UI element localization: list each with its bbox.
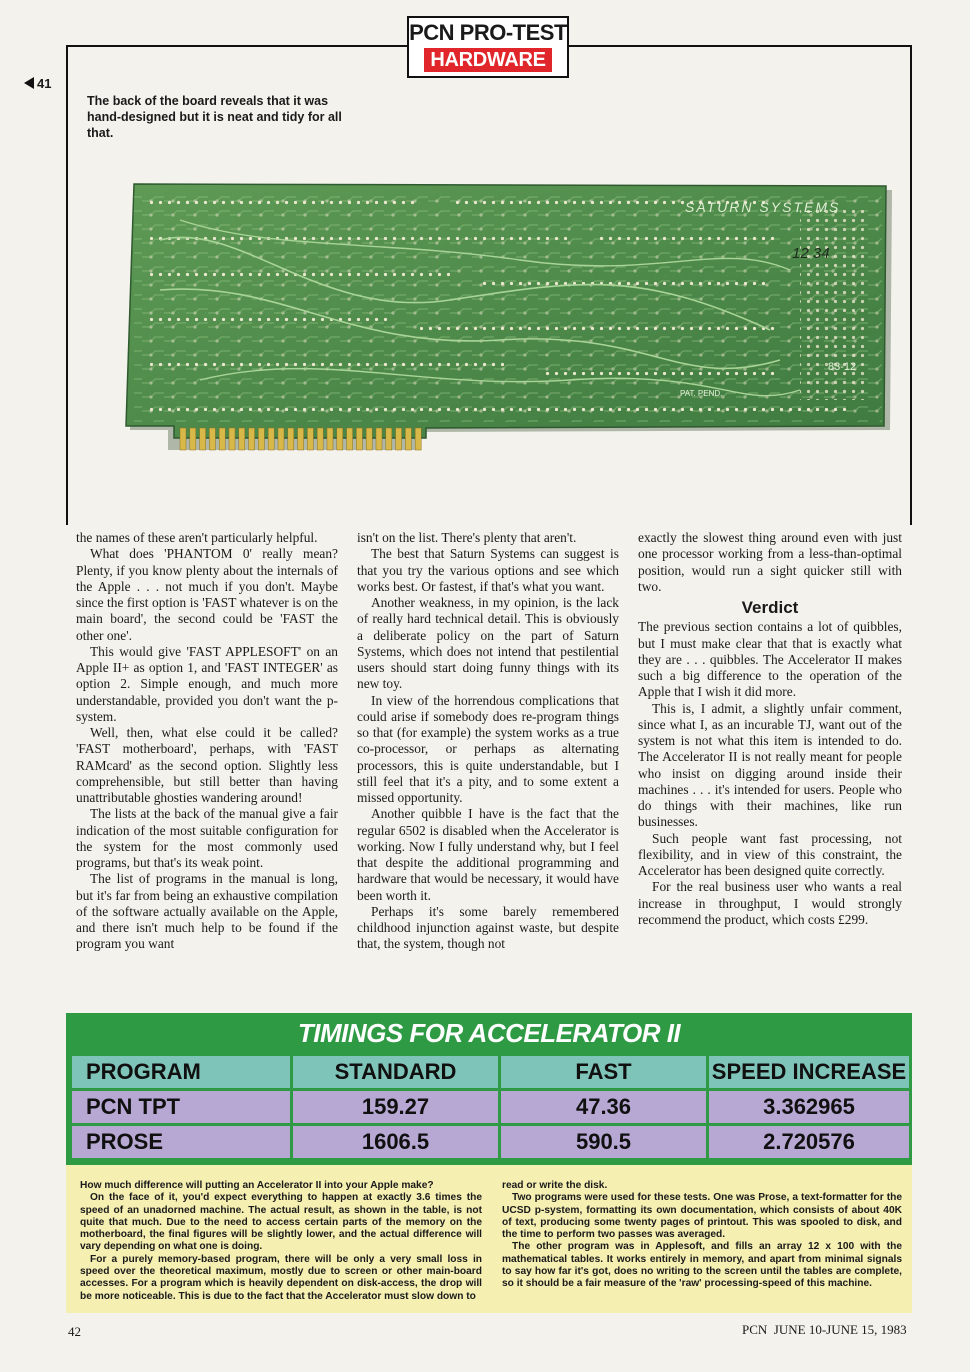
edge-finger <box>249 428 255 450</box>
edge-finger <box>209 428 215 450</box>
paragraph: the names of these aren't particularly helpful. <box>76 530 318 545</box>
section-header <box>407 16 569 78</box>
edge-finger <box>405 428 411 450</box>
paragraph: The previous section contains a lot of quibbles, but I must make clear that that is exactly what they are . . . quibbles. The Accelerator II makes such a big difference to the operation of the Apple that I wish it did more. <box>638 619 902 700</box>
notes-column-1 <box>80 1180 482 1303</box>
paragraph: exactly the slowest thing around even with just one processor working from a less-than-optimal position, would run a sight quicker still with two. <box>638 530 902 594</box>
paragraph: Two programs were used for these tests. One was Prose, a text-formatter for the UCSD p-system, formatting its own documentation, which consists of about 40K of text, producing some twenty pages of printout. This was spooled to disk, and the time to perform two passes was averaged. <box>502 1192 902 1241</box>
article-column-1 <box>76 530 338 953</box>
paragraph: This would give 'FAST APPLESOFT' on an Apple II+ as option 1, and 'FAST INTEGER' as option 2. Simple enough, and much more understandable, provided you don't want the p-system. <box>76 643 338 724</box>
edge-finger <box>239 428 245 450</box>
paragraph: What does 'PHANTOM 0' really mean? Plenty, if you know plenty about the internals of the Apple . . . not much if you don't. Maybe since the first option is 'FAST whatever is on the main board', the second could be 'FAST the other one'. <box>76 546 338 643</box>
cell-standard: 159.27 <box>293 1091 498 1123</box>
timings-table <box>69 1053 912 1161</box>
paragraph: Another quibble I have is the fact that the regular 6502 is disabled when the Accelerator is working. Now I fully understand why, but I feel that despite the additional programming and hardware that would be necessary, it would have been worth it. <box>357 806 619 903</box>
edge-finger <box>347 428 353 450</box>
edge-finger <box>317 428 323 450</box>
publication-name: PCN <box>742 1322 768 1337</box>
circuit-board-photo <box>120 180 910 470</box>
edge-finger <box>396 428 402 450</box>
edge-finger <box>268 428 274 450</box>
header-cell-fast: FAST <box>501 1056 706 1088</box>
board-patent-label: PAT. PEND. <box>680 389 723 398</box>
paragraph: isn't on the list. There's plenty that aren't. <box>357 530 577 545</box>
edge-finger <box>376 428 382 450</box>
cell-standard: 1606.5 <box>293 1126 498 1158</box>
header-cell-speed-increase: SPEED INCREASE <box>709 1056 909 1088</box>
publication-footer <box>742 1322 907 1338</box>
paragraph: read or write the disk. <box>502 1180 608 1191</box>
board-number-label: 12 34 <box>792 245 830 262</box>
edge-finger <box>307 428 313 450</box>
paragraph: The other program was in Applesoft, and fills an array 12 x 100 with the mathematical tables. It works entirely in memory, and apart from minimal signals to say how far it's got, does no writing to the screen until the tables are complete, so it should be a fair measure of the 'raw' processing-speed of this machine. <box>502 1241 902 1290</box>
table-header-row <box>72 1056 909 1088</box>
header-cell-program: PROGRAM <box>72 1056 290 1088</box>
paragraph: In view of the horrendous complications that could arise if somebody does re-program things so that (for example) the system works as a true co-processor, or perhaps as alternating processors, this is quite understandable, but I still feel that it's a pity, and to some extent a missed opportunity. <box>357 692 619 805</box>
edge-finger <box>180 428 186 450</box>
header-cell-standard: STANDARD <box>293 1056 498 1088</box>
photo-caption: The back of the board reveals that it was hand-designed but it is neat and tidy for all that. <box>87 94 342 140</box>
edge-finger <box>190 428 196 450</box>
cell-speed-increase: 2.720576 <box>709 1126 909 1158</box>
cell-fast: 590.5 <box>501 1126 706 1158</box>
board-brand-label: SATURN SYSTEMS <box>685 199 841 215</box>
paragraph: For a purely memory-based program, there will be only a very small loss in speed over the theoretical maximum, mostly due to screen or other main-board accesses. For a program which is heavily dependent on disk-access, the drop will be more noticeable. This is due to the fact that the Accelerator must slow down to <box>80 1253 482 1302</box>
paragraph: How much difference will putting an Accelerator II into your Apple make? <box>80 1180 434 1191</box>
edge-finger <box>258 428 264 450</box>
cell-speed-increase: 3.362965 <box>709 1091 909 1123</box>
timings-title: TIMINGS FOR ACCELERATOR II <box>297 1018 681 1048</box>
notes-column-2 <box>502 1180 902 1291</box>
edge-finger <box>337 428 343 450</box>
paragraph: This is, I admit, a slightly unfair comment, since what I, as an incurable TJ, want out of the system is not what this item is intended to do. The Accelerator II is not really meant for people who insist on digging around inside their machines . . . it's intended for users. People who do things with their machines, like run businesses. <box>638 700 902 830</box>
verdict-heading: Verdict <box>741 598 799 617</box>
table-row <box>72 1126 909 1158</box>
frame-right-edge <box>910 45 912 525</box>
paragraph: Such people want fast processing, not flexibility, and in view of this constraint, the Accelerator has been designed quite correctly. <box>638 830 902 878</box>
article-column-2 <box>357 530 619 953</box>
page-number: 42 <box>68 1324 81 1339</box>
edge-finger <box>366 428 372 450</box>
paragraph: On the face of it, you'd expect everything to happen at exactly 3.6 times the speed of an unadorned machine. The actual result, as shown in the table, is not quite that much. Due to the need to access certain parts of the memory on the motherboard, the final figures will be slightly lower, and the actual difference will vary depending on what one is doing. <box>80 1192 482 1253</box>
paragraph: Perhaps it's some barely remembered childhood injunction against waste, but despite that, the system, though not <box>357 903 619 952</box>
top-frame-line-left <box>66 45 407 47</box>
paragraph: The list of programs in the manual is long, but it's far from being an exhaustive compilation of the software actually available on the Apple, and there isn't much help to be found if the program you want <box>76 871 338 952</box>
previous-page-ref <box>24 76 51 91</box>
paragraph: For the real business user who wants a real increase in throughput, I would strongly recommend the product, which costs £299. <box>638 879 902 927</box>
paragraph: Another weakness, in my opinion, is the lack of really hard technical detail. This is obviously a deliberate policy on the part of Saturn Systems, which does not intend that pestilential users should start doing funny things with its new toy. <box>357 595 619 692</box>
frame-left-edge <box>66 45 68 525</box>
edge-finger <box>356 428 362 450</box>
edge-finger <box>278 428 284 450</box>
edge-finger <box>327 428 333 450</box>
timings-panel <box>66 1013 912 1163</box>
edge-finger <box>200 428 206 450</box>
arrow-left-icon <box>24 77 34 89</box>
cell-fast: 47.36 <box>501 1091 706 1123</box>
edge-finger <box>298 428 304 450</box>
previous-page-number: 41 <box>37 76 52 91</box>
board-code-label: 83-12 <box>828 361 857 373</box>
paragraph: The lists at the back of the manual give a fair indication of the most suitable configuration for the system for the most commonly used programs, but that's its weak point. <box>76 806 338 870</box>
paragraph: Well, then, what else could it be called? 'FAST motherboard', perhaps, with 'FAST RAMcard' as the second option. Slightly less comprehensible, but still better than having unattributable ghosties wandering around! <box>76 725 338 805</box>
header-title: PCN PRO-TEST <box>409 20 567 45</box>
edge-finger <box>415 428 421 450</box>
table-row <box>72 1091 909 1123</box>
paragraph: The best that Saturn Systems can suggest is that you try the various options and see which works best. Or fastest, if that's what you want. <box>357 546 619 594</box>
edge-finger <box>386 428 392 450</box>
cell-program: PROSE <box>72 1126 290 1158</box>
edge-finger <box>229 428 235 450</box>
edge-finger <box>219 428 225 450</box>
edge-finger <box>288 428 294 450</box>
issue-date: JUNE 10-JUNE 15, 1983 <box>773 1322 907 1337</box>
cell-program: PCN TPT <box>72 1091 290 1123</box>
header-category: HARDWARE <box>424 48 551 72</box>
top-frame-line-right <box>567 45 912 47</box>
article-column-3 <box>638 530 902 928</box>
